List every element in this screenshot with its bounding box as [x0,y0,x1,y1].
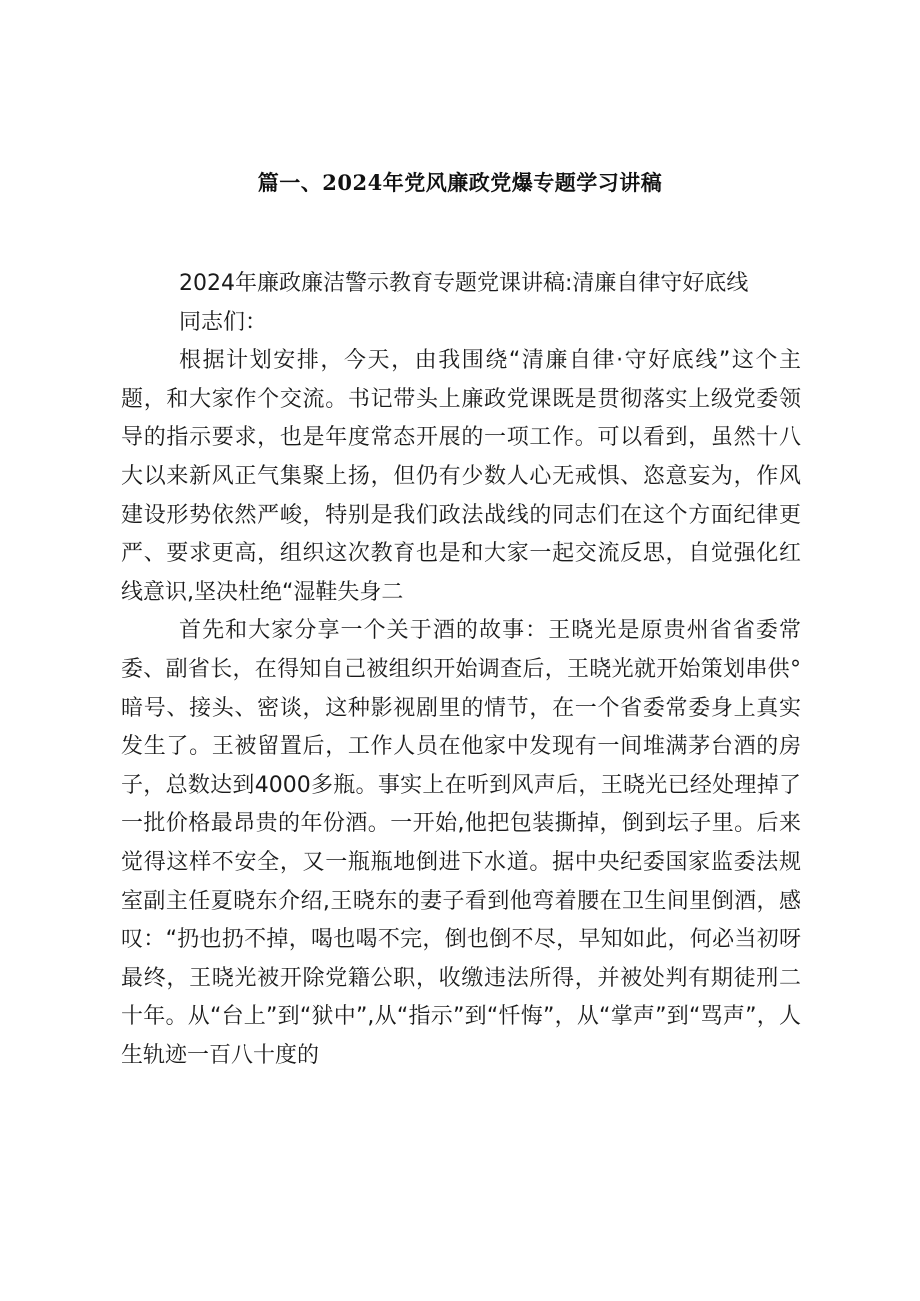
salutation-paragraph: 同志们： [179,309,268,335]
intro-paragraph: 根据计划安排，今天，由我围绕“清廉自律·守好底线”这个主题，和大家作个交流。书记带头上廉政党课既是贯彻落实上级党委领导的指示要求，也是年度常态开展的一项工作。可以看到，虽然十八大以来新风正气集聚上扬，但仍有少数人心无戒惧、恣意妄为，作风建设形势依然严峻，特别是我们政法战线的同志们在这个方面纪律更严、要求更高，组织这次教育也是和大家一起交流反思，自觉强化红线意识,坚决杜绝“湿鞋失身二 [121,348,801,605]
story-paragraph: 首先和大家分享一个关于酒的故事：王晓光是原贵州省省委常委、副省长，在得知自己被组织开始调查后，王晓光就开始策划串供°暗号、接头、密谈，这种影视剧里的情节，在一个省委常委身上真实发生了。王被留置后，工作人员在他家中发现有一间堆满茅台酒的房子，总数达到4000多瓶。事实上在听到风声后，王晓光已经处理掉了一批价格最昂贵的年份酒。一开始,他把包装撕掉，倒到坛子里。后来觉得这样不安全，又一瓶瓶地倒进下水道。据中央纪委国家监委法规室副主任夏晓东介绍,王晓东的妻子看到他弯着腰在卫生间里倒酒，感叹：“扔也扔不掉，喝也喝不完，倒也倒不尽，早知如此，何必当初呀最终，王晓光被开除党籍公职，收缴违法所得，并被处判有期徒刑二十年。从“台上”到“狱中”,从“指示”到“忏悔”，从“掌声”到“骂声”，人生轨迹一百八十度的 [121,618,801,1068]
document-body [121,265,801,1075]
lecture-subtitle-paragraph: 2024年廉政廉洁警示教育专题党课讲稿:清廉自律守好底线 [179,271,749,296]
document-title: 篇一、2024年党风廉政党爆专题学习讲稿 [257,170,663,195]
